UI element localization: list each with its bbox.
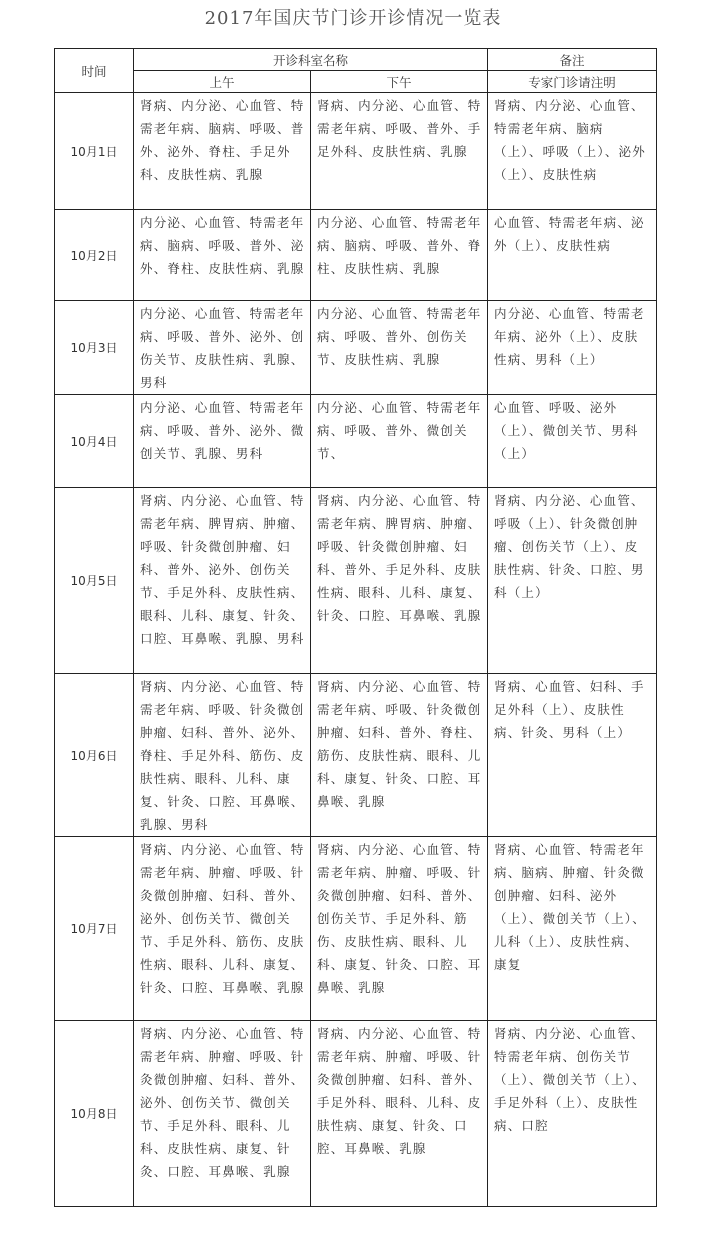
table-row: [55, 395, 657, 488]
date-cell: 10月7日: [55, 837, 134, 1021]
table-row: [55, 93, 657, 210]
table-row: [55, 674, 657, 837]
afternoon-cell: 内分泌、心血管、特需老年病、呼吸、普外、创伤关节、皮肤性病、乳腺: [311, 301, 488, 395]
table-row: [55, 210, 657, 301]
morning-cell: 肾病、内分泌、心血管、特需老年病、肿瘤、呼吸、针灸微创肿瘤、妇科、普外、泌外、创伤关节、微创关节、手足外科、筋伤、皮肤性病、眼科、儿科、康复、针灸、口腔、耳鼻喉、乳腺: [134, 837, 311, 1021]
morning-cell: 肾病、内分泌、心血管、特需老年病、肿瘤、呼吸、针灸微创肿瘤、妇科、普外、泌外、创伤关节、微创关节、手足外科、眼科、儿科、皮肤性病、康复、针灸、口腔、耳鼻喉、乳腺: [134, 1021, 311, 1207]
header-remark: 专家门诊请注明: [488, 71, 657, 93]
remark-cell: 肾病、心血管、妇科、手足外科（上）、皮肤性病、针灸、男科（上）: [488, 674, 657, 837]
afternoon-cell: 肾病、内分泌、心血管、特需老年病、肿瘤、呼吸、针灸微创肿瘤、妇科、普外、手足外科、眼科、儿科、皮肤性病、康复、针灸、口腔、耳鼻喉、乳腺: [311, 1021, 488, 1207]
afternoon-cell: 肾病、内分泌、心血管、特需老年病、肿瘤、呼吸、针灸微创肿瘤、妇科、普外、创伤关节、手足外科、筋伤、皮肤性病、眼科、儿科、康复、针灸、口腔、耳鼻喉、乳腺: [311, 837, 488, 1021]
date-cell: 10月2日: [55, 210, 134, 301]
morning-cell: 肾病、内分泌、心血管、特需老年病、脑病、呼吸、普外、泌外、脊柱、手足外科、皮肤性病、乳腺: [134, 93, 311, 210]
date-cell: 10月5日: [55, 488, 134, 674]
remark-cell: 心血管、呼吸、泌外（上）、微创关节、男科（上）: [488, 395, 657, 488]
afternoon-cell: 肾病、内分泌、心血管、特需老年病、脾胃病、肿瘤、呼吸、针灸微创肿瘤、妇科、普外、手足外科、皮肤性病、眼科、儿科、康复、针灸、口腔、耳鼻喉、乳腺: [311, 488, 488, 674]
table-row: [55, 301, 657, 395]
date-cell: 10月1日: [55, 93, 134, 210]
morning-cell: 内分泌、心血管、特需老年病、呼吸、普外、泌外、微创关节、乳腺、男科: [134, 395, 311, 488]
table-row: [55, 1021, 657, 1207]
table-row: [55, 488, 657, 674]
header-morning: 上午: [134, 71, 311, 93]
morning-cell: 肾病、内分泌、心血管、特需老年病、呼吸、针灸微创肿瘤、妇科、普外、泌外、脊柱、手足外科、筋伤、皮肤性病、眼科、儿科、康复、针灸、口腔、耳鼻喉、乳腺、男科: [134, 674, 311, 837]
afternoon-cell: 内分泌、心血管、特需老年病、脑病、呼吸、普外、脊柱、皮肤性病、乳腺: [311, 210, 488, 301]
remark-cell: 肾病、内分泌、心血管、特需老年病、脑病（上）、呼吸（上）、泌外（上）、皮肤性病: [488, 93, 657, 210]
header-afternoon: 下午: [311, 71, 488, 93]
date-cell: 10月3日: [55, 301, 134, 395]
remark-cell: 心血管、特需老年病、泌外（上）、皮肤性病: [488, 210, 657, 301]
header-remark-group: 备注: [488, 49, 657, 71]
table-row: [55, 837, 657, 1021]
afternoon-cell: 内分泌、心血管、特需老年病、呼吸、普外、微创关节、: [311, 395, 488, 488]
morning-cell: 内分泌、心血管、特需老年病、呼吸、普外、泌外、创伤关节、皮肤性病、乳腺、男科: [134, 301, 311, 395]
afternoon-cell: 肾病、内分泌、心血管、特需老年病、呼吸、针灸微创肿瘤、妇科、普外、脊柱、筋伤、皮肤性病、眼科、儿科、康复、针灸、口腔、耳鼻喉、乳腺: [311, 674, 488, 837]
morning-cell: 肾病、内分泌、心血管、特需老年病、脾胃病、肿瘤、呼吸、针灸微创肿瘤、妇科、普外、泌外、创伤关节、手足外科、皮肤性病、眼科、儿科、康复、针灸、口腔、耳鼻喉、乳腺、男科: [134, 488, 311, 674]
afternoon-cell: 肾病、内分泌、心血管、特需老年病、呼吸、普外、手足外科、皮肤性病、乳腺: [311, 93, 488, 210]
date-cell: 10月8日: [55, 1021, 134, 1207]
remark-cell: 肾病、心血管、特需老年病、脑病、肿瘤、针灸微创肿瘤、妇科、泌外（上）、微创关节（上）、儿科（上）、皮肤性病、康复: [488, 837, 657, 1021]
date-cell: 10月4日: [55, 395, 134, 488]
morning-cell: 内分泌、心血管、特需老年病、脑病、呼吸、普外、泌外、脊柱、皮肤性病、乳腺: [134, 210, 311, 301]
remark-cell: 肾病、内分泌、心血管、特需老年病、创伤关节（上）、微创关节（上）、手足外科（上）、皮肤性病、口腔: [488, 1021, 657, 1207]
remark-cell: 内分泌、心血管、特需老年病、泌外（上）、皮肤性病、男科（上）: [488, 301, 657, 395]
header-dept-group: 开诊科室名称: [134, 49, 488, 71]
remark-cell: 肾病、内分泌、心血管、呼吸（上）、针灸微创肿瘤、创伤关节（上）、皮肤性病、针灸、口腔、男科（上）: [488, 488, 657, 674]
page-title: 2017年国庆节门诊开诊情况一览表: [204, 8, 502, 29]
date-cell: 10月6日: [55, 674, 134, 837]
header-time: 时间: [55, 49, 134, 93]
clinic-schedule-table: [54, 48, 657, 1207]
